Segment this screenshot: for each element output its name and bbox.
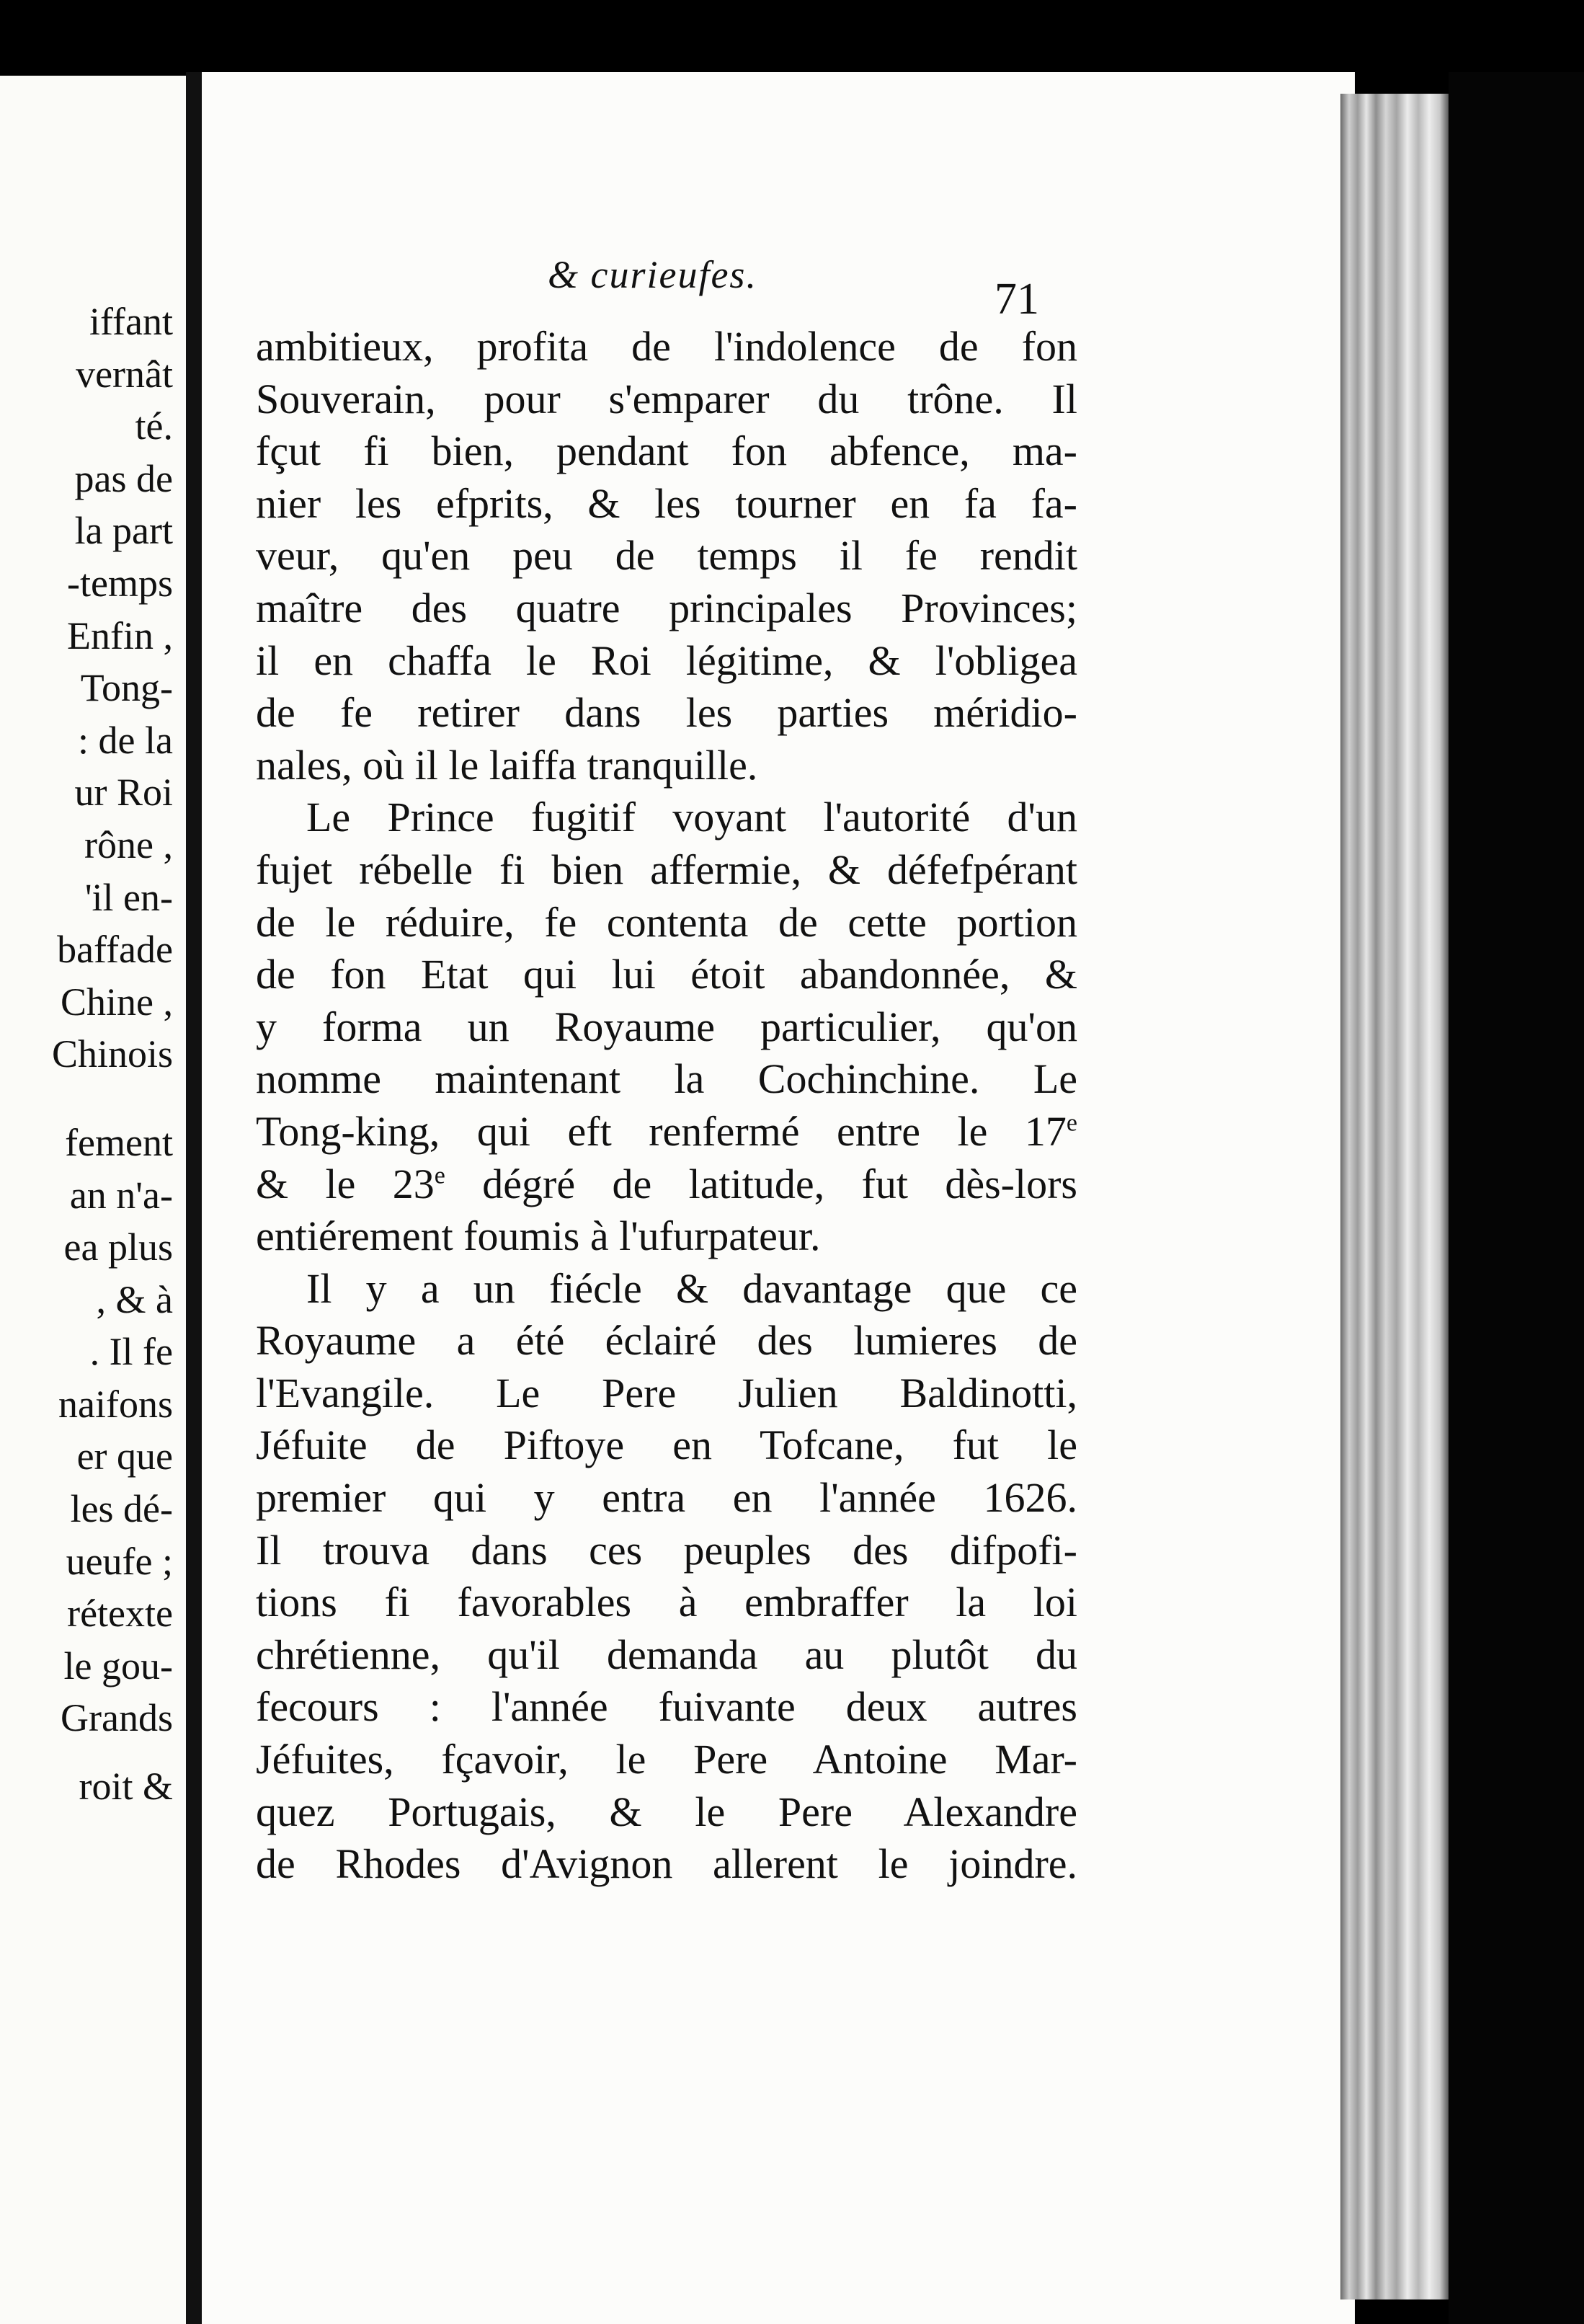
left-page-text [52, 296, 173, 1813]
left-line: ur Roi [74, 771, 173, 815]
text-line: veur, qu'en peu de temps il fe rendit [256, 532, 1077, 580]
text-line: de fon Etat qui lui étoit abandonnée, & [256, 951, 1077, 998]
text-line: fujet rébelle fi bien affermie, & défefpérant [256, 846, 1077, 893]
text-line: l'Evangile. Le Pere Julien Baldinotti, [256, 1369, 1077, 1416]
left-line: -temps [67, 561, 173, 605]
text-line: il en chaffa le Roi légitime, & l'obligea [256, 637, 1077, 684]
left-line: ueufe ; [66, 1539, 173, 1583]
left-line: Tong- [80, 666, 173, 710]
left-line: les dé- [70, 1487, 173, 1531]
left-line: Chine , [61, 980, 173, 1024]
left-line: , & à [96, 1277, 173, 1321]
text-line: maître des quatre principales Provinces; [256, 584, 1077, 631]
text-line [256, 1158, 1077, 1211]
left-line: fement [65, 1120, 173, 1164]
left-line: le gou- [63, 1644, 173, 1687]
left-line: er que [76, 1434, 173, 1478]
text-line: chrétienne, qu'il demanda au plutôt du [256, 1631, 1077, 1678]
text-line: Royaume a été éclairé des lumieres de [256, 1317, 1077, 1365]
text-line: Souverain, pour s'emparer du trône. Il [256, 375, 1077, 422]
text-line: Il y a un fiécle & davantage que ce [306, 1264, 1077, 1312]
page-number: 71 [995, 275, 1039, 324]
left-line: Enfin , [67, 613, 173, 657]
left-line: baffade [57, 928, 173, 972]
text-line: nomme maintenant la Cochinchine. Le [256, 1055, 1077, 1103]
left-line: rône , [84, 822, 173, 866]
body-text [256, 321, 1077, 1891]
book-gutter [186, 72, 202, 2324]
left-page-fragment [0, 76, 186, 2324]
left-line: 'il en- [84, 875, 173, 919]
text-line: Jéfuite de Piftoye en Tofcane, fut le [256, 1422, 1077, 1469]
left-line: naifons [58, 1382, 173, 1426]
text-line: tions fi favorables à embraffer la loi [256, 1579, 1077, 1626]
text-line: Il trouva dans ces peuples des difpofi- [256, 1526, 1077, 1574]
text-line: fecours : l'année fuivante deux autres [256, 1683, 1077, 1731]
text-line: de Rhodes d'Avignon allerent le joindre. [256, 1840, 1077, 1888]
text-line: quez Portugais, & le Pere Alexandre [256, 1788, 1077, 1835]
text-line-part: Tong-king, qui eft renfermé entre le 17 [256, 1107, 1067, 1155]
left-line: roit & [79, 1765, 173, 1809]
left-line: pas de [74, 456, 173, 500]
left-line: Chinois [51, 1032, 173, 1076]
superscript: e [434, 1162, 445, 1189]
text-line: Jéfuites, fçavoir, le Pere Antoine Mar- [256, 1736, 1077, 1783]
left-line: . Il fe [89, 1330, 173, 1374]
left-line: : de la [78, 718, 173, 762]
text-line: entiérement foumis à l'ufurpateur. [256, 1212, 821, 1260]
left-line: ea plus [63, 1225, 173, 1269]
text-line-part: dégré de latitude, fut dès-lors [445, 1160, 1077, 1207]
superscript: e [1066, 1109, 1077, 1137]
left-line: té. [135, 404, 173, 448]
left-line: rétexte [67, 1592, 173, 1636]
page-edges [1340, 94, 1449, 2299]
left-line: iffant [89, 300, 173, 343]
left-line: an n'a- [69, 1173, 173, 1217]
text-line: de le réduire, fe contenta de cette portion [256, 898, 1077, 946]
text-line: ambitieux, profita de l'indolence de fon [256, 323, 1077, 370]
text-line: nier les efprits, & les tourner en fa fa- [256, 479, 1077, 527]
text-line: premier qui y entra en l'année 1626. [256, 1474, 1077, 1522]
text-line: y forma un Royaume particulier, qu'on [256, 1003, 1077, 1050]
text-line: Le Prince fugitif voyant l'autorité d'un [306, 794, 1077, 841]
left-line: Grands [61, 1696, 173, 1740]
text-line: de fe retirer dans les parties méridio- [256, 689, 1077, 737]
left-line: la part [74, 509, 173, 553]
text-line [256, 1106, 1077, 1158]
left-line: vernât [76, 352, 173, 396]
background-edge [1449, 72, 1584, 2324]
running-head: & curieufes. [548, 253, 757, 296]
text-line: nales, où il le laiffa tranquille. [256, 741, 758, 789]
text-line-part: & le 23 [256, 1160, 435, 1207]
text-line: fçut fi bien, pendant fon abfence, ma- [256, 427, 1077, 475]
